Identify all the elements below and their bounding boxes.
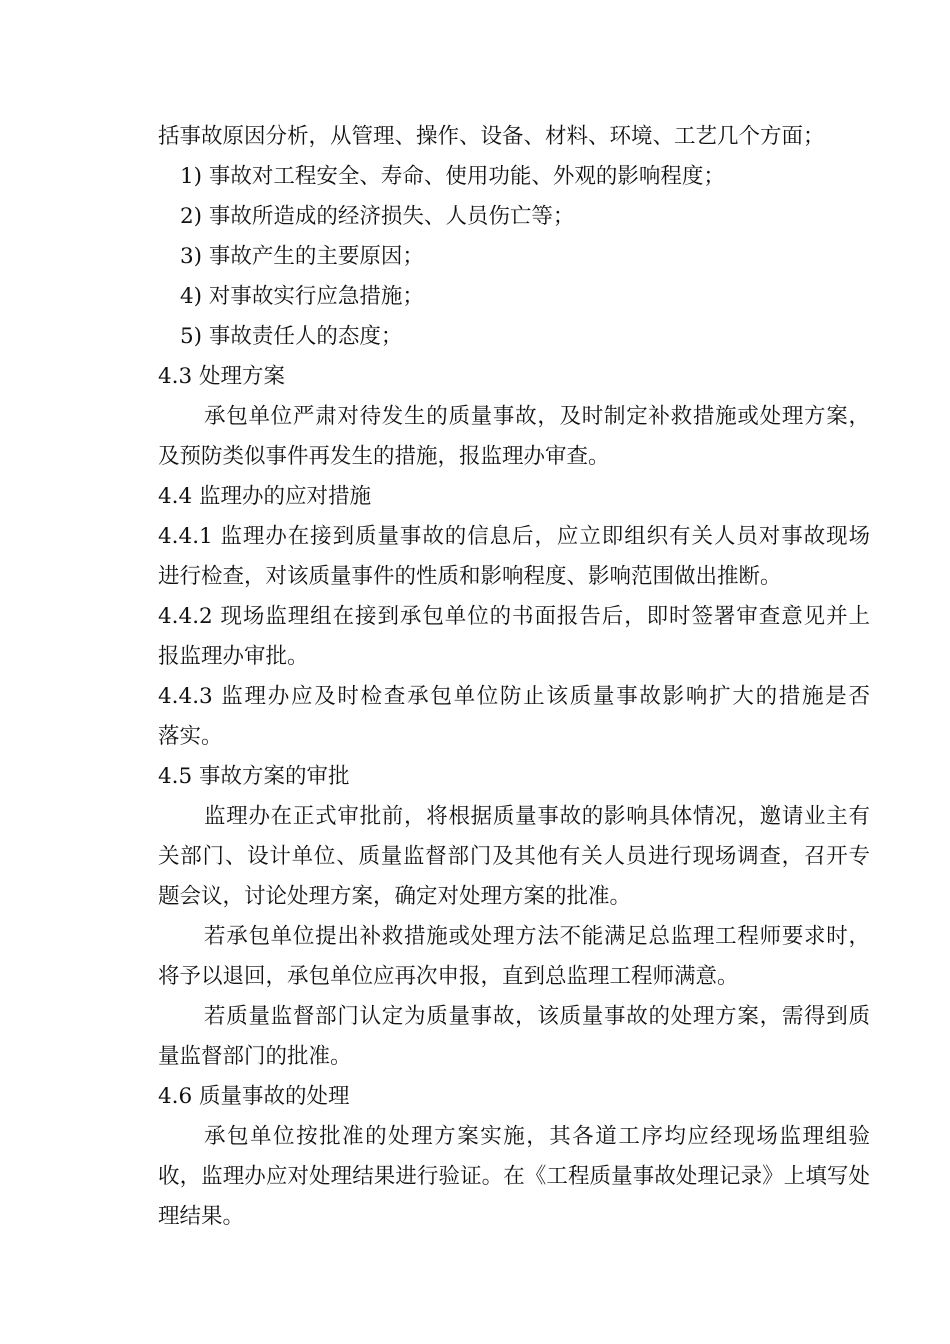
section-heading: 4.4 监理办的应对措施: [158, 484, 372, 509]
paragraph-line: 将予以退回，承包单位应再次申报，直到总监理工程师满意。: [158, 964, 739, 989]
subsection-line: 4.4.3 监理办应及时检查承包单位防止该质量事故影响扩大的措施是否: [158, 684, 870, 709]
list-item: 3) 事故产生的主要原因；: [180, 244, 424, 269]
subsection-line: 4.4.2 现场监理组在接到承包单位的书面报告后，即时签署审查意见并上: [158, 604, 870, 629]
subsection-line: 4.4.1 监理办在接到质量事故的信息后，应立即组织有关人员对事故现场: [158, 524, 870, 549]
paragraph-line: 若质量监督部门认定为质量事故，该质量事故的处理方案，需得到质: [204, 1004, 870, 1029]
paragraph-line: 若承包单位提出补救措施或处理方法不能满足总监理工程师要求时，: [204, 924, 870, 949]
paragraph-line: 承包单位严肃对待发生的质量事故，及时制定补救措施或处理方案，: [204, 404, 870, 429]
paragraph-line: 承包单位按批准的处理方案实施，其各道工序均应经现场监理组验: [204, 1124, 870, 1149]
section-heading: 4.5 事故方案的审批: [158, 764, 350, 789]
paragraph-line: 关部门、设计单位、质量监督部门及其他有关人员进行现场调查，召开专: [158, 844, 870, 869]
paragraph-line: 理结果。: [158, 1204, 245, 1229]
list-item: 5) 事故责任人的态度；: [180, 324, 403, 349]
section-heading: 4.3 处理方案: [158, 364, 286, 389]
paragraph-line: 及预防类似事件再发生的措施，报监理办审查。: [158, 444, 610, 469]
paragraph-line: 落实。: [158, 724, 223, 749]
paragraph-line: 量监督部门的批准。: [158, 1044, 352, 1069]
paragraph-line: 题会议，讨论处理方案，确定对处理方案的批准。: [158, 884, 632, 909]
paragraph-line: 进行检查，对该质量事件的性质和影响程度、影响范围做出推断。: [158, 564, 782, 589]
list-item: 2) 事故所造成的经济损失、人员伤亡等；: [180, 204, 575, 229]
text-line: 括事故原因分析，从管理、操作、设备、材料、环境、工艺几个方面；: [158, 124, 825, 149]
list-item: 1) 事故对工程安全、寿命、使用功能、外观的影响程度；: [180, 164, 725, 189]
section-heading: 4.6 质量事故的处理: [158, 1084, 350, 1109]
paragraph-line: 收，监理办应对处理结果进行验证。在《工程质量事故处理记录》上填写处: [158, 1164, 870, 1189]
document-body: [158, 117, 870, 1237]
paragraph-line: 报监理办审批。: [158, 644, 309, 669]
paragraph-line: 监理办在正式审批前，将根据质量事故的影响具体情况，邀请业主有: [204, 804, 870, 829]
list-item: 4) 对事故实行应急措施；: [180, 284, 424, 309]
